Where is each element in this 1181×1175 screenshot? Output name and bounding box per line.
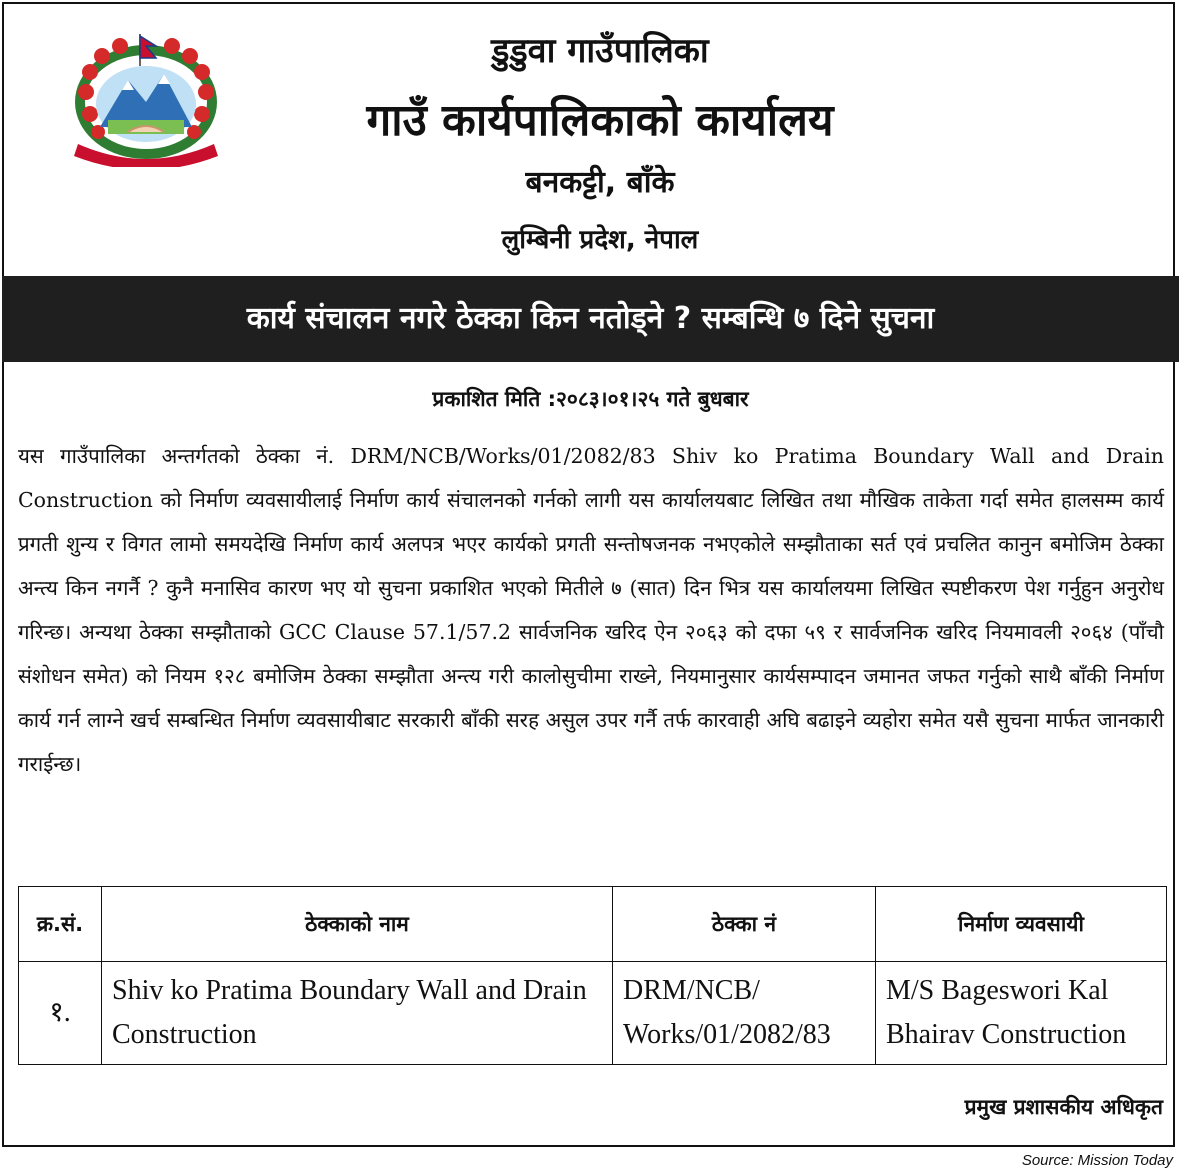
province-country: लुम्बिनी प्रदेश, नेपाल <box>501 225 699 255</box>
office-location: बनकट्टी, बाँके <box>525 165 675 200</box>
cell-contract-name: Shiv ko Pratima Boundary Wall and Drain Construction <box>102 962 613 1065</box>
header-serial: क्र.सं. <box>19 887 102 962</box>
header-contractor: निर्माण व्यवसायी <box>876 887 1167 962</box>
notice-body: यस गाउँपालिका अन्तर्गतको ठेक्का नं. DRM/NCB/Works/01/2082/83 Shiv ko Pratima Boundary Wall and Drain Construction को निर्माण व्यवसायीलाई निर्माण कार्य संचालनको गर्नको लागी यस कार्यालयबाट लिखित तथा मौखिक ताकेता गर्दा समेत हालसम्म कार्य प्रगती शुन्य र विगत लामो समयदेखि निर्माण कार्य अलपत्र भएर कार्यको प्रगती सन्तोषजनक नभएकोले सम्झौताका सर्त एवं प्रचलित कानुन बमोजिम ठेक्का अन्त्य किन नगर्नै ? कुनै मनासिव कारण भए यो सुचना प्रकाशित भएको मितीले ७ (सात) दिन भित्र यस कार्यालयमा लिखित स्पष्टीकरण पेश गर्नुहुन अनुरोध गरिन्छ। अन्यथा ठेक्का सम्झौताको GCC Clause 57.1/57.2 सार्वजनिक खरिद ऐन २०६३ को दफा ५९ र सार्वजनिक खरिद नियमावली २०६४ (पाँचौ संशोधन समेत) को नियम १२८ बमोजिम ठेक्का सम्झौता अन्त्य गरी कालोसुचीमा राख्ने, नियमानुसार कार्यसम्पादन जमानत जफत गर्नुको साथै बाँकी निर्माण कार्य गर्न लाग्ने खर्च सम्बन्धित निर्माण व्यवसायीबाट सरकारी बाँकी सरह असुल उपर गर्नै तर्फ कारवाही अघि बढाइने व्यहोरा समेत यसै सुचना मार्फत जानकारी गराईन्छ। <box>18 444 1164 776</box>
cell-contractor: M/S Bageswori Kal Bhairav Construction <box>876 962 1167 1065</box>
header-contract-number: ठेक्का नं <box>613 887 876 962</box>
signatory-title: प्रमुख प्रशासकीय अधिकृत <box>964 1095 1163 1119</box>
office-name: गाउँ कार्यपालिकाको कार्यालय <box>366 95 834 146</box>
header-contract-name: ठेक्काको नाम <box>102 887 613 962</box>
published-date: प्रकाशित मिति :२०८३।०१।२५ गते बुधबार <box>432 387 749 411</box>
cell-serial: १. <box>19 962 102 1065</box>
table-header-row <box>19 887 1167 962</box>
municipality-name: डुडुवा गाउँपालिका <box>491 31 709 71</box>
mountain-scene <box>96 66 196 142</box>
nepal-government-emblem-icon <box>68 32 223 167</box>
table-row <box>19 962 1167 1065</box>
notice-title-banner: कार्य संचालन नगरे ठेक्का किन नतोड्ने ? सम्बन्धि ७ दिने सुचना <box>2 276 1179 362</box>
contract-table <box>18 886 1167 1065</box>
source-credit: Source: Mission Today <box>1021 1152 1173 1169</box>
cell-contract-number: DRM/NCB/ Works/01/2082/83 <box>613 962 876 1065</box>
